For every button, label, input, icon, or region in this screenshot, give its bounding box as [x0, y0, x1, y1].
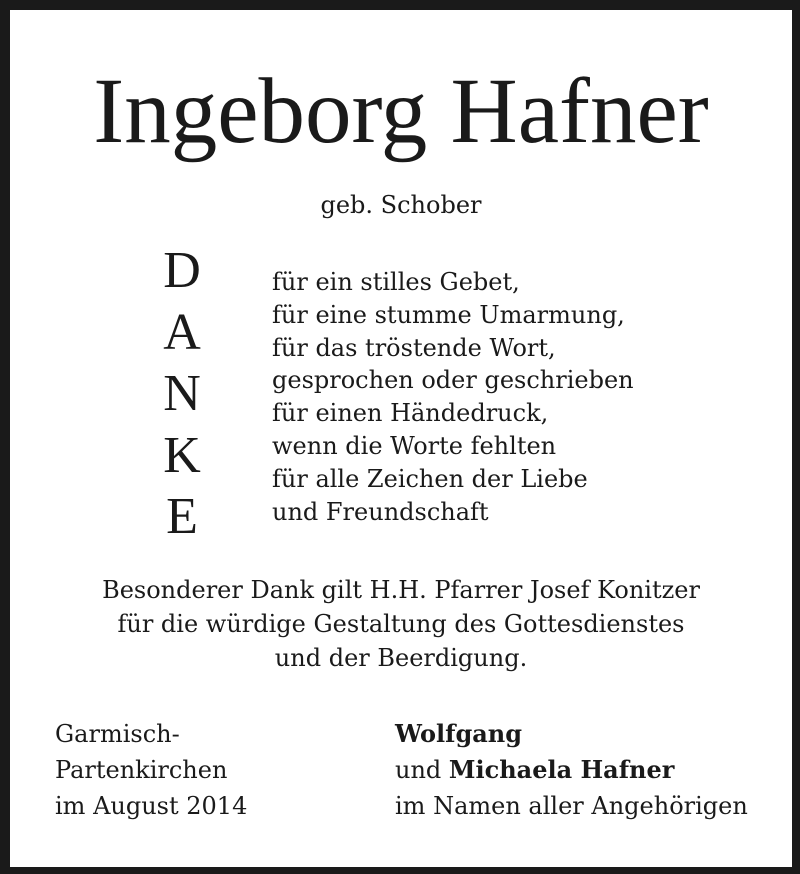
special-thanks-line: und der Beerdigung.: [274, 644, 528, 672]
special-thanks-line: für die würdige Gestaltung des Gottesdienstes: [117, 610, 685, 638]
acrostic-letter: A: [163, 303, 201, 361]
place-line: Garmisch-: [55, 720, 180, 748]
verse-line: für das tröstende Wort,: [272, 333, 556, 362]
maiden-name: geb. Schober: [320, 191, 482, 219]
signature-line-2: [395, 752, 748, 788]
verse-line: gesprochen oder geschrieben: [272, 366, 634, 395]
special-thanks-line: Besonderer Dank gilt H.H. Pfarrer Josef Konitzer: [102, 576, 700, 604]
verse-line: und Freundschaft: [272, 497, 489, 526]
verse-line: für ein stilles Gebet,: [272, 268, 520, 296]
verse-line: für alle Zeichen der Liebe: [272, 464, 588, 493]
signature-prefix: und: [395, 756, 449, 784]
signature-name-wolfgang: Wolfgang: [395, 719, 523, 748]
verse-line: für eine stumme Umarmung,: [272, 300, 625, 329]
thanks-verse: [272, 266, 634, 528]
special-thanks: [10, 573, 792, 675]
verse-line: wenn die Worte fehlten: [272, 431, 557, 460]
acrostic-letter: E: [166, 488, 198, 545]
acrostic-letter: N: [163, 365, 201, 422]
acrostic-letter: K: [163, 426, 201, 484]
place-and-date: [55, 716, 247, 824]
signature-relatives: im Namen aller Angehörigen: [395, 792, 748, 820]
signature-block: [395, 716, 748, 824]
acrostic-letter: D: [163, 242, 201, 299]
deceased-name: Ingeborg Hafner: [93, 60, 709, 163]
signature-name-michaela: Michaela Hafner: [448, 755, 675, 784]
danke-acrostic: [150, 240, 214, 548]
date-line: im August 2014: [55, 792, 248, 820]
verse-line: für einen Händedruck,: [272, 399, 549, 428]
place-line: Partenkirchen: [55, 756, 228, 784]
